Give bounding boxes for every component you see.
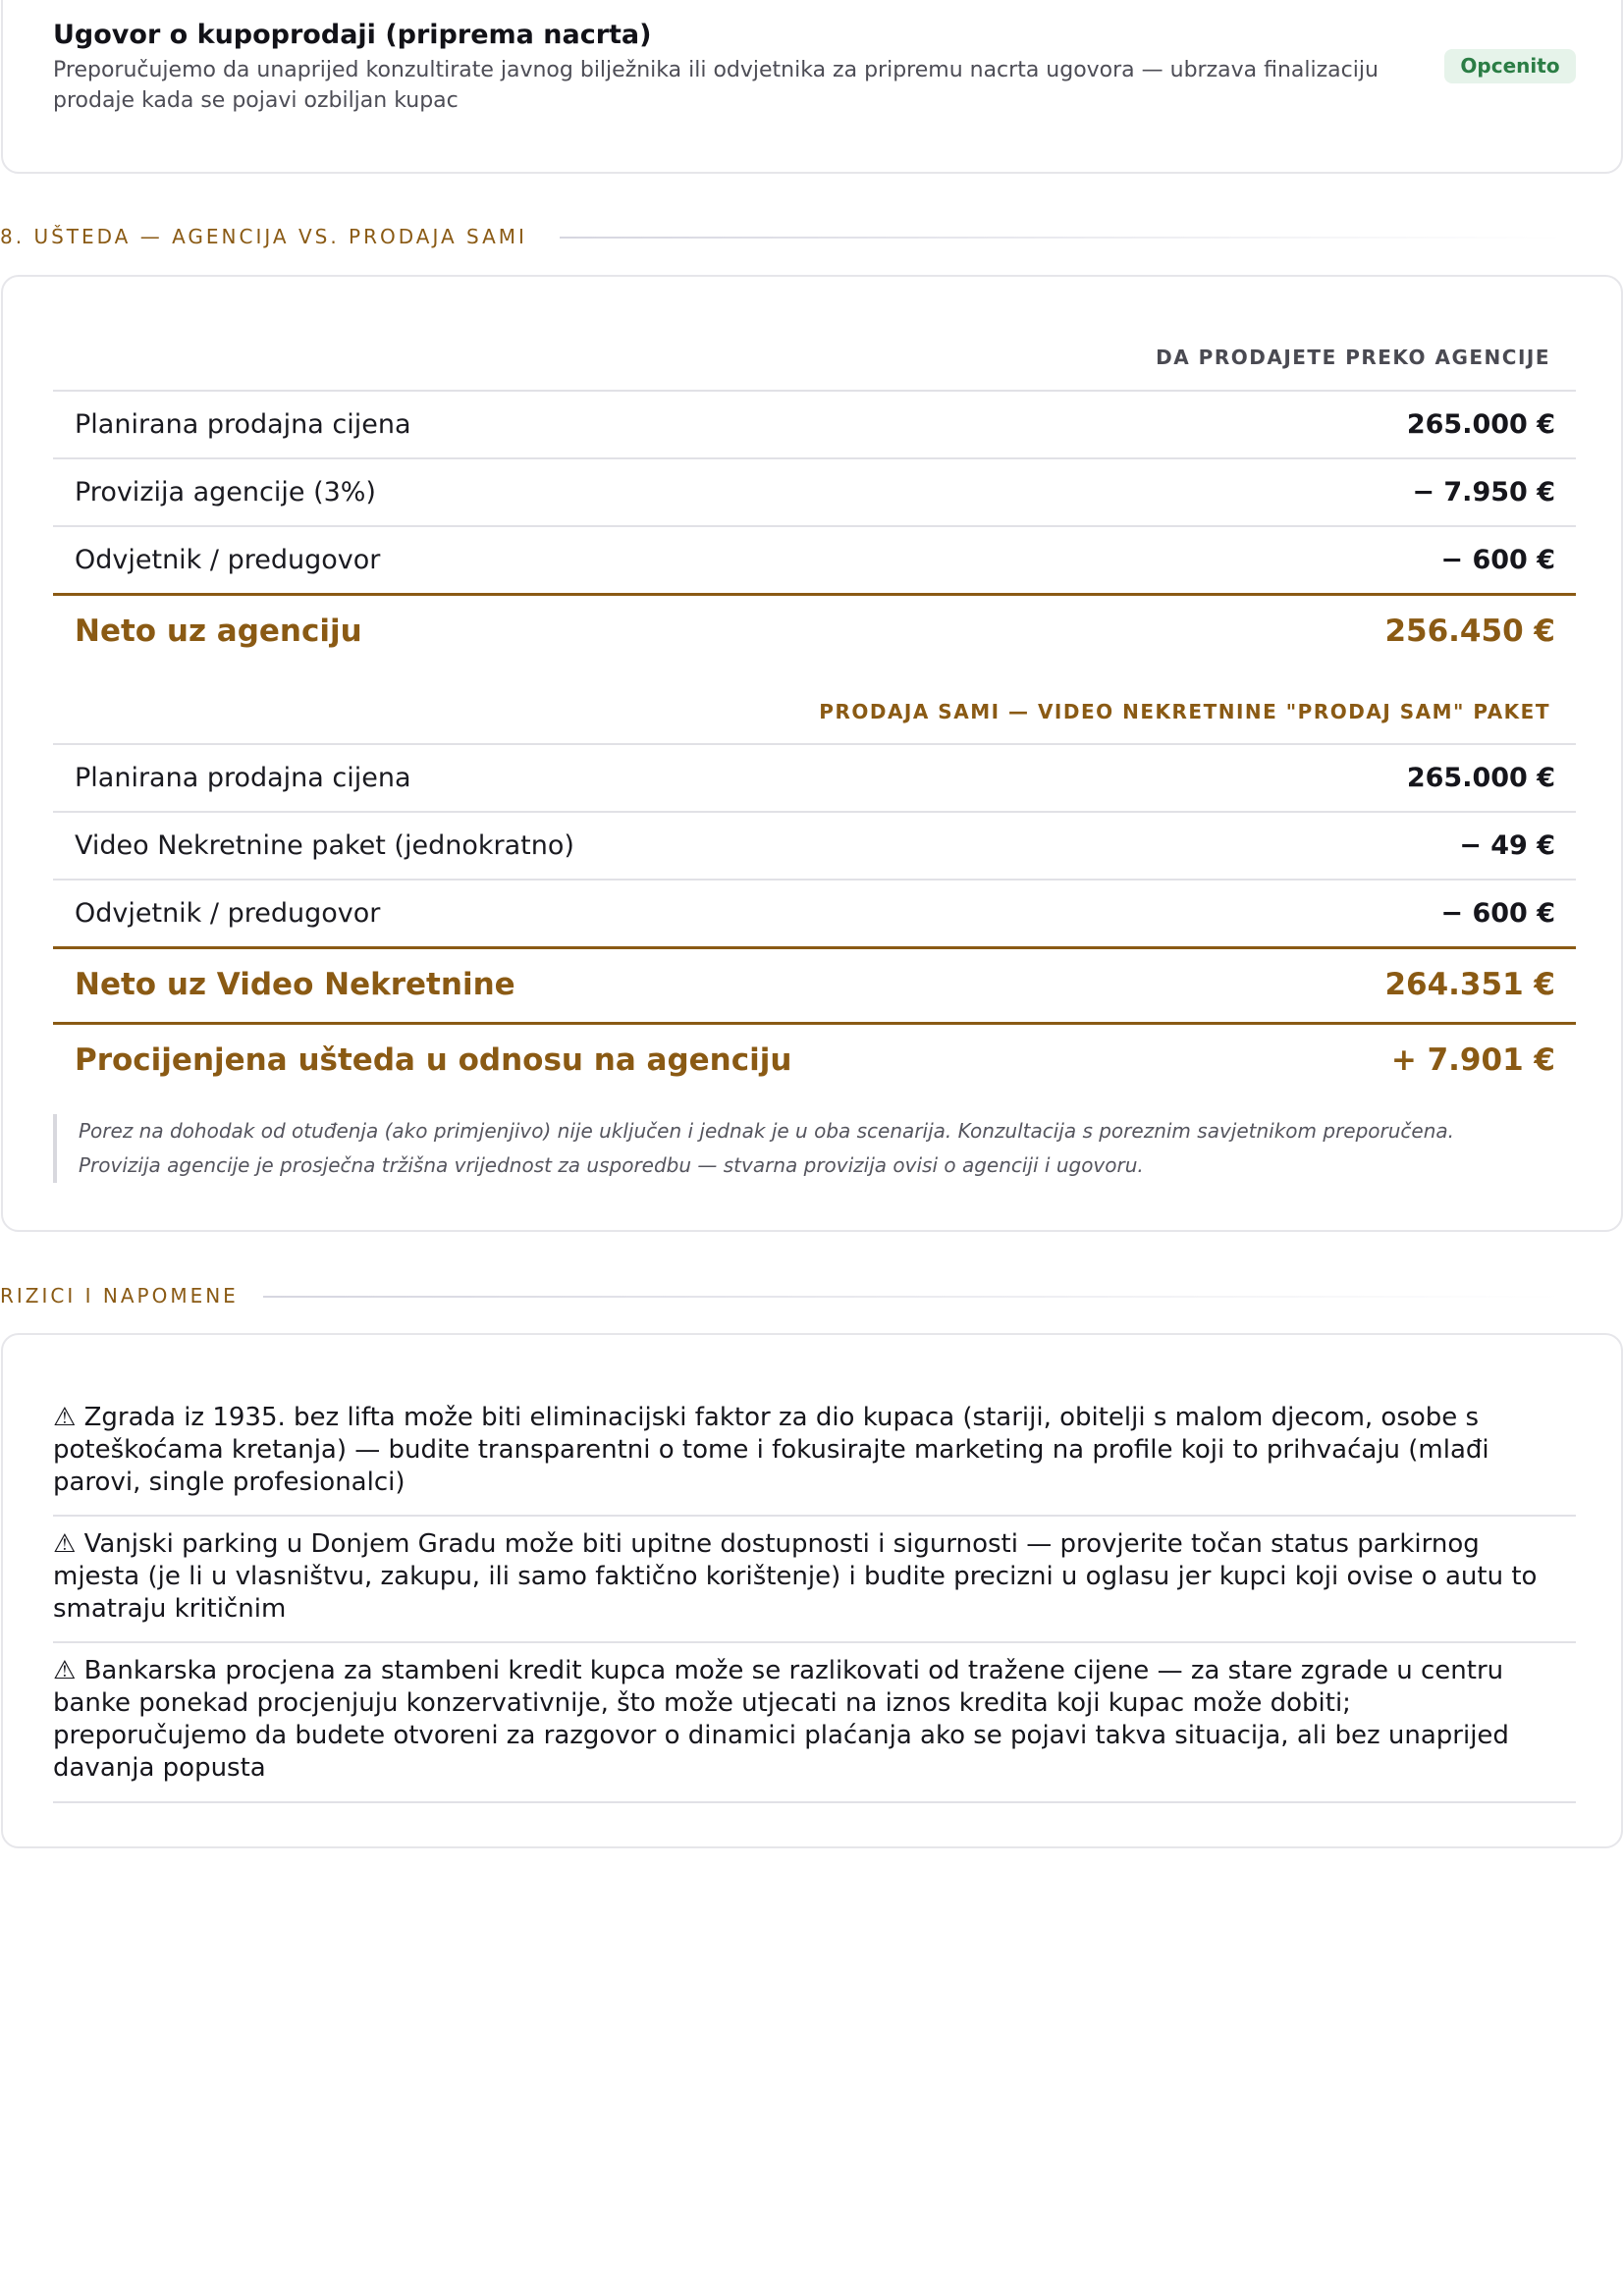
row-value: − 600 € [1440,898,1555,929]
risk-item [53,1655,1576,1803]
disclaimer-note [53,1114,1585,1183]
section-title: RIZICI I NAPOMENE [0,1284,239,1308]
risk-item [53,1528,1576,1643]
risks-card [1,1333,1623,1848]
risk-text-line: poteškoćama kretanja) — budite transparentni o tome i fokusirajte marketing na profile koji to prihvaćaju (mlađi [53,1435,1489,1465]
section-divider [560,237,1564,239]
risk-text-line: parovi, single profesionalci) [53,1468,406,1497]
row-value: 265.000 € [1406,409,1555,440]
self-sale-scenario-header: PRODAJA SAMI — VIDEO NEKRETNINE "PRODAJ SAM" PAKET [819,700,1550,723]
risks-section-header [0,1281,1623,1310]
estimated-savings-row [53,1022,1576,1093]
total-label: Neto uz agenciju [75,614,362,649]
section-title: 8. UŠTEDA — AGENCIJA VS. PRODAJA SAMI [0,225,527,248]
risk-text-line: smatraju kritičnim [53,1594,287,1624]
row-label: Odvjetnik / predugovor [75,545,381,575]
note-line: Porez na dohodak od otuđenja (ako primjenjivo) nije uključen i jednak je u oba scenarija. Konzultacija s poreznim savjetnikom preporučena. [79,1119,1455,1143]
row-label: Odvjetnik / predugovor [75,898,381,929]
risk-item [53,1402,1576,1517]
total-value: 256.450 € [1384,614,1555,649]
self-net-total-row [53,946,1576,1017]
table-row [53,457,1576,525]
row-value: − 49 € [1459,830,1555,861]
risk-text-line: ⚠ Vanjski parking u Donjem Gradu može biti upitne dostupnosti i sigurnosti — provjerite točan status parkirnog [53,1529,1480,1559]
checklist-card [1,0,1623,174]
risk-text-line: davanja popusta [53,1753,266,1783]
risk-text-line: ⚠ Bankarska procjena za stambeni kredit kupca može se razlikovati od tražene cijene — za stare zgrade u centru [53,1656,1504,1685]
row-label: Planirana prodajna cijena [75,409,411,440]
total-value: 264.351 € [1384,967,1555,1002]
risk-text-line: banke ponekad procjenjuju konzervativnije, što može utjecati na iznos kredita koji kupac može dobiti; [53,1688,1351,1718]
savings-section-header [0,222,1623,251]
agency-net-total-row [53,593,1576,664]
row-value: − 600 € [1440,545,1555,575]
table-row [53,811,1576,879]
total-label: Neto uz Video Nekretnine [75,967,515,1002]
checklist-item-title: Ugovor o kupoprodaji (priprema nacrta) [53,20,652,50]
table-row [53,390,1576,457]
row-value: 265.000 € [1406,763,1555,793]
agency-scenario-header: DA PRODAJETE PREKO AGENCIJE [1156,346,1550,369]
savings-label: Procijenjena ušteda u odnosu na agenciju [75,1042,792,1078]
table-row [53,525,1576,593]
category-badge: Opcenito [1444,49,1576,83]
risk-text-line: preporučujemo da budete otvoreni za razgovor o dinamici plaćanja ako se pojavi takva situacija, ali bez unaprijed [53,1721,1509,1750]
risk-text-line: mjesta (je li u vlasništvu, zakupu, ili samo faktično korištenje) i budite precizni u oglasu jer kupci koji ovise o autu to [53,1562,1538,1591]
row-label: Planirana prodajna cijena [75,763,411,793]
note-line: Provizija agencije je prosječna tržišna vrijednost za usporedbu — stvarna provizija ovisi o agenciji i ugovoru. [79,1153,1144,1177]
savings-comparison-card [1,275,1623,1232]
section-divider [263,1296,1564,1298]
row-value: − 7.950 € [1412,477,1555,507]
savings-value: + 7.901 € [1390,1042,1555,1078]
row-label: Video Nekretnine paket (jednokratno) [75,830,574,861]
risk-text-line: ⚠ Zgrada iz 1935. bez lifta može biti eliminacijski faktor za dio kupaca (stariji, obitelji s malom djecom, osobe s [53,1403,1480,1432]
table-row [53,879,1576,946]
checklist-item-description: Preporučujemo da unaprijed konzultirate javnog bilježnika ili odvjetnika za pripremu nacrta ugovora — ubrzava finalizaciju prodaje kada se pojavi ozbiljan kupac [53,58,1379,113]
table-row [53,743,1576,811]
row-label: Provizija agencije (3%) [75,477,376,507]
